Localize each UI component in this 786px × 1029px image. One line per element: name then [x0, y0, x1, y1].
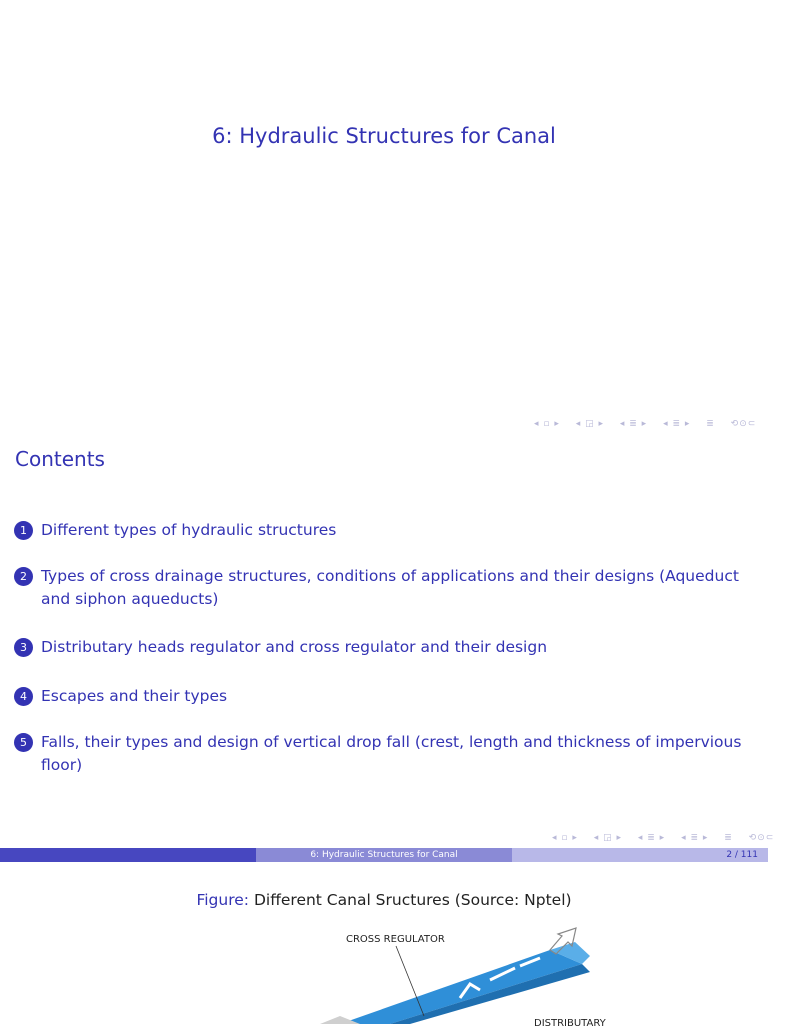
- slide-title: 6: Hydraulic Structures for Canal: [212, 124, 556, 148]
- toc-item-text[interactable]: Different types of hydraulic structures: [41, 521, 337, 539]
- nav-subsection-icon[interactable]: ◂ ◲ ▸: [575, 419, 604, 429]
- bullet-number-icon: 5: [14, 733, 33, 752]
- footer-page-number: 2 / 111: [512, 848, 768, 862]
- list-item[interactable]: [14, 685, 744, 708]
- footer-bar: [0, 848, 768, 862]
- parent-channel-shape: [340, 950, 582, 1024]
- bullet-number-icon: 4: [14, 687, 33, 706]
- figure-caption-text: Different Canal Sructures (Source: Nptel): [253, 891, 572, 909]
- nav-subsubsection-icon[interactable]: ◂ ≣ ▸: [681, 833, 709, 843]
- beamer-navigation-footer[interactable]: [552, 833, 786, 843]
- nav-toc-icon[interactable]: ≣: [706, 419, 715, 429]
- nav-subsubsection-icon[interactable]: ◂ ≣ ▸: [663, 419, 691, 429]
- nav-frame-icon[interactable]: ◂ ▫ ▸: [534, 419, 560, 429]
- footer-left-segment: [0, 848, 256, 862]
- nav-section-icon[interactable]: ◂ ≣ ▸: [619, 419, 648, 429]
- nav-section-icon[interactable]: ◂ ≣ ▸: [637, 833, 666, 843]
- toc-item-text[interactable]: Distributary heads regulator and cross regulator and their design: [41, 638, 548, 656]
- list-item[interactable]: [14, 731, 744, 777]
- list-item[interactable]: [14, 519, 744, 542]
- canal-structures-figure: [300, 920, 620, 1029]
- figure-caption: [0, 891, 768, 909]
- list-item[interactable]: [14, 565, 744, 611]
- nav-toc-icon[interactable]: ≣: [724, 833, 733, 843]
- nav-frame-icon[interactable]: ◂ ▫ ▸: [552, 833, 578, 843]
- toc-item-text[interactable]: Falls, their types and design of vertical drop fall (crest, length and thickness of impervious floor): [41, 733, 742, 774]
- contents-heading: Contents: [15, 447, 105, 471]
- nav-search-icon[interactable]: ⟲⊙⊂: [748, 833, 775, 843]
- bullet-number-icon: 2: [14, 567, 33, 586]
- distributary-label: DISTRIBUTARY: [534, 1018, 606, 1029]
- beamer-navigation[interactable]: [534, 419, 768, 429]
- nav-subsection-icon[interactable]: ◂ ◲ ▸: [593, 833, 622, 843]
- list-item[interactable]: [14, 636, 744, 659]
- nav-search-icon[interactable]: ⟲⊙⊂: [730, 419, 757, 429]
- bullet-number-icon: 3: [14, 638, 33, 657]
- bullet-number-icon: 1: [14, 521, 33, 540]
- cross-regulator-label: CROSS REGULATOR: [346, 934, 445, 945]
- toc-item-text[interactable]: Types of cross drainage structures, conditions of applications and their designs (Aqueduct and siphon aqueducts): [41, 567, 739, 608]
- footer-title: 6: Hydraulic Structures for Canal: [256, 848, 512, 862]
- toc-item-text[interactable]: Escapes and their types: [41, 687, 228, 705]
- figure-caption-label: Figure:: [196, 891, 250, 909]
